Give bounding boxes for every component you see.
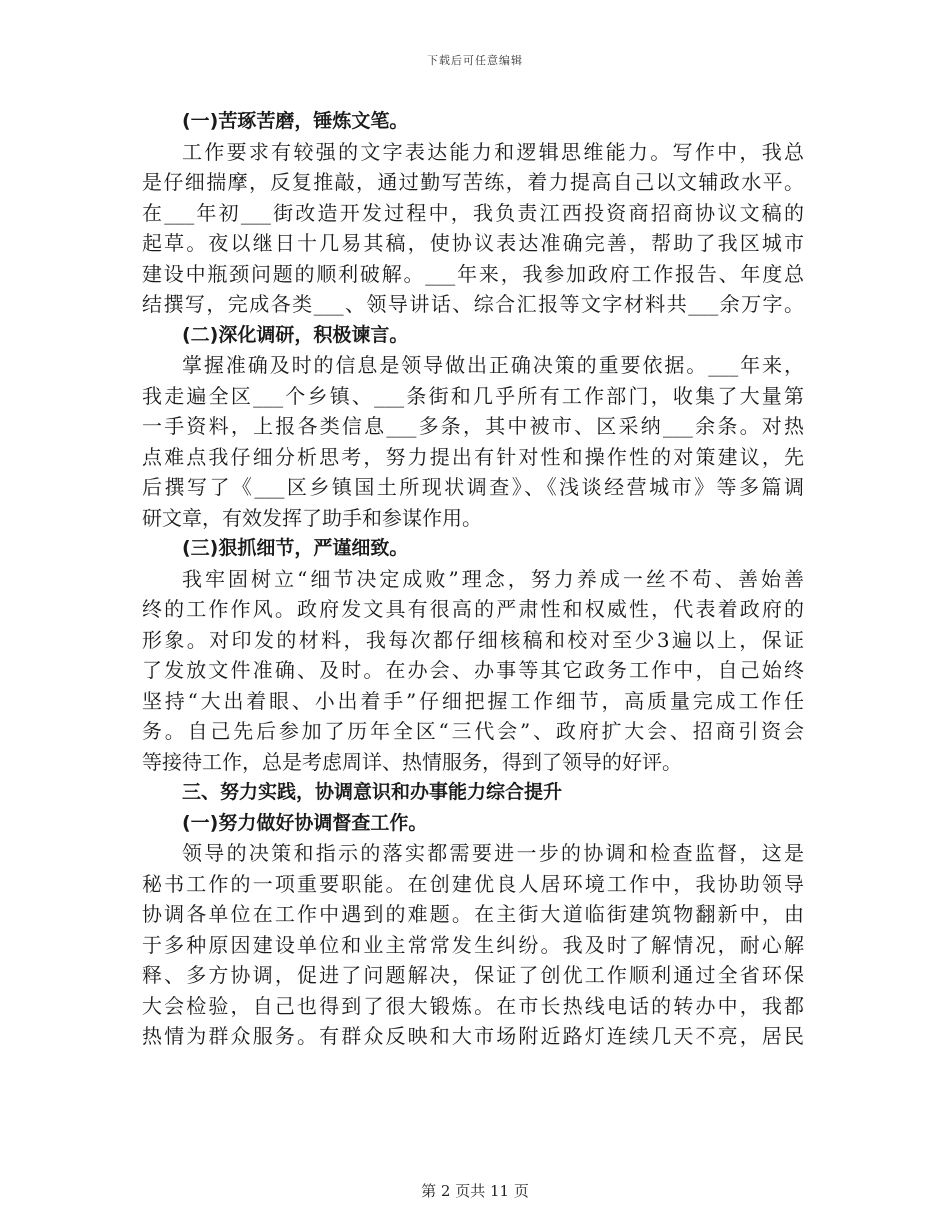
paragraph-first-line: 工作要求有较强的文字表达能力和逻辑思维能力。写作中，我总 xyxy=(182,139,804,164)
paragraph-first-line: 领导的决策和指示的落实都需要进一步的协调和检查监督，这是 xyxy=(182,841,804,865)
paragraph-line: 释、多方协调，促进了问题解决，保证了创优工作顺利通过全省环保 xyxy=(142,963,804,987)
paragraph-line: 起草。夜以继日十几易其稿，使协议表达准确完善，帮助了我区城市 xyxy=(142,231,804,255)
document-body xyxy=(142,106,804,1052)
section-heading: (二)深化调研，积极谏言。 xyxy=(182,323,409,346)
paragraph-line: 点难点我仔细分析思考，努力提出有针对性和操作性的对策建议，先 xyxy=(142,444,804,469)
paragraph-line: 大会检验，自己也得到了很大锻炼。在市长热线电话的转办中，我都 xyxy=(142,993,804,1018)
paragraph-line: 我走遍全区___个乡镇、___条街和几乎所有工作部门，收集了大量第 xyxy=(142,383,804,408)
paragraph-first-line: 掌握准确及时的信息是领导做出正确决策的重要依据。___年来， xyxy=(182,353,804,377)
paragraph-line: 协调各单位在工作中遇到的难题。在主街大道临街建筑物翻新中，由 xyxy=(142,902,804,926)
section-heading: 三、努力实践，协调意识和办事能力综合提升 xyxy=(182,781,563,803)
paragraph-first-line: 我牢固树立“细节决定成败”理念，努力养成一丝不苟、善始善 xyxy=(182,566,804,591)
page-header-note: 下载后可任意编辑 xyxy=(427,54,523,67)
paragraph-line: 了发放文件准确、及时。在办会、办事等其它政务工作中，自己始终 xyxy=(142,658,804,682)
paragraph-line: 在___年初___街改造开发过程中，我负责江西投资商招商协议文稿的 xyxy=(142,200,804,225)
paragraph-last-line: 研文章，有效发挥了助手和参谋作用。 xyxy=(142,505,482,530)
paragraph-line: 秘书工作的一项重要职能。在创建优良人居环境工作中，我协助领导 xyxy=(142,871,804,896)
paragraph-line: 一手资料，上报各类信息___多条，其中被市、区采纳___余条。对热 xyxy=(142,414,804,438)
paragraph-last-line: 等接待工作，总是考虑周详、热情服务，得到了领导的好评。 xyxy=(142,749,682,774)
paragraph-line: 结撰写，完成各类___、领导讲话、综合汇报等文字材料共___余万字。 xyxy=(142,292,804,316)
section-heading: (三)狠抓细节，严谨细致。 xyxy=(182,537,409,559)
section-heading: (一)努力做好协调督查工作。 xyxy=(182,811,428,834)
paragraph-line: 建设中瓶颈问题的顺利破解。___年来，我参加政府工作报告、年度总 xyxy=(142,261,804,286)
paragraph-line: 坚持“大出着眼、小出着手”仔细把握工作细节，高质量完成工作任 xyxy=(142,688,804,713)
paragraph-line: 后撰写了《___区乡镇国土所现状调查》、《浅谈经营城市》等多篇调 xyxy=(142,475,804,499)
paragraph-line: 终的工作作风。政府发文具有很高的严肃性和权威性，代表着政府的 xyxy=(142,597,804,621)
paragraph-line: 于多种原因建设单位和业主常常发生纠纷。我及时了解情况，耐心解 xyxy=(142,932,804,957)
paragraph-line: 热情为群众服务。有群众反映和大市场附近路灯连续几天不亮，居民 xyxy=(142,1024,804,1048)
section-heading: (一)苦琢苦磨，锤炼文笔。 xyxy=(182,110,409,132)
paragraph-line: 形象。对印发的材料，我每次都仔细核稿和校对至少3遍以上，保证 xyxy=(142,627,804,652)
paragraph-line: 务。自己先后参加了历年全区“三代会”、政府扩大会、招商引资会 xyxy=(142,719,804,743)
paragraph-line: 是仔细揣摩，反复推敲，通过勤写苦练，着力提高自己以文辅政水平。 xyxy=(142,170,804,194)
page-number: 第 2 页共 11 页 xyxy=(421,1182,529,1200)
